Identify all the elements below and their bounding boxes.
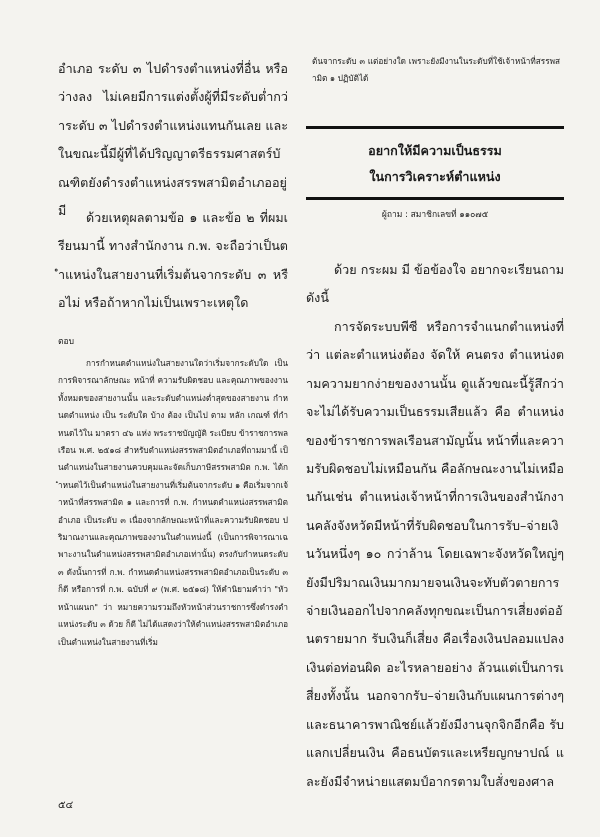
article-title-line-1: อยากให้มีความเป็นธรรม	[368, 143, 502, 158]
author-line: ผู้ถาม : สมาชิกเลขที่ ๑๑๐๗๕	[381, 210, 489, 220]
article-title-line-2: ในการวิเคราะห์ตำแหน่ง	[369, 169, 501, 184]
answer-label: ตอบ	[58, 337, 75, 347]
article-title	[306, 138, 564, 190]
title-rule-bottom	[306, 197, 564, 200]
title-rule-top	[306, 126, 564, 129]
left-paragraph-1: อำเภอ ระดับ ๓ ไปดำรงตำแหน่งที่อื่น หรือว่างลง ไม่เคยมีการแต่งตั้งผู้ที่มีระดับต่ำกว่าระดับ ๓ ไปดำรงตำแหน่งแทนกันเลย และในขณะนี้มีผู้ที่ได้ปริญญาตรีธรรมศาสตร์บัณฑิตยังดำรงตำแหน่งสรรพสามิตอำเภออยู่มี	[58, 61, 288, 219]
answer-text: การกำหนดตำแหน่งในสายงานใดว่าเริ่มจากระดับใด เป็นการพิจารณาลักษณะ หน้าที่ ความรับผิดชอบ และคุณภาพของงานทั้งหมดของสายงานนั้น และระดับตำแหน่งต่ำสุดของสายงาน กำหนดตำแหน่ง เป็น ระดับใด บ้าง ต้อง เป็นไป ตาม หลัก เกณฑ์ ที่กำหนดไว้ใน มาตรา ๔๖ แห่ง พระราชบัญญัติ ระเบียบ ข้าราชการพลเรือน พ.ศ. ๒๕๑๘ สำหรับตำแหน่งสรรพสามิตอำเภอที่ถามมานี้ เป็นตำแหน่งในสายงานควบคุมและจัดเก็บภาษีสรรพสามิต ก.พ. ได้กำหนดไว้เป็นตำแหน่งในสายงานที่เริ่มต้นจากระดับ ๑ คือเริ่มจากเจ้าหน้าที่สรรพสามิต ๑ และการที่ ก.พ. กำหนดตำแหน่งสรรพสามิตอำเภอ เป็นระดับ ๓ เนื่องจากลักษณะหน้าที่และความรับผิดชอบ ปริมาณงานและคุณภาพของงานในตำแหน่งนี้ (เป็นการพิจารณาเฉพาะงานในตำแหน่งสรรพสามิตอำเภอเท่านั้น) ตรงกับกำหนดระดับ ๓ ดังนั้นการที่ ก.พ. กำหนดตำแหน่งสรรพสามิตอำเภอเป็นระดับ ๓ ก็ดี หรือการที่ ก.พ. ฉบับที่ ๙ (พ.ศ. ๒๕๑๘) ให้คำนิยามคำว่า "หัวหน้าแผนก" ว่า หมายความรวมถึงหัวหน้าส่วนราชการซึ่งดำรงตำแหน่งระดับ ๓ ด้วย ก็ดี ไม่ได้แสดงว่าให้ตำแหน่งสรรพสามิตอำเภอ เป็นตำแหน่งในสายงานที่เริ่ม	[58, 358, 289, 647]
left-paragraph-2: ด้วยเหตุผลตามข้อ ๑ และข้อ ๒ ที่ผมเรียนมานี้ ทางสำนักงาน ก.พ. จะถือว่าเป็นตำแหน่งในสายงานที่เริ่มต้นจากระดับ ๓ หรือไม่ หรือถ้าหากไม่เป็นเพราะเหตุใด	[58, 210, 288, 311]
right-paragraph-1: ด้วย กระผม มี ข้อข้องใจ อยากจะเรียนถามดังนี้	[306, 262, 564, 306]
right-paragraph-2: การจัดระบบพีซี หรือการจำแนกตำแหน่งที่ว่า แต่ละตำแหน่งต้อง จัดให้ คนตรง ตำแหน่งตามความยากง่ายของงานนั้น ดูแล้วขณะนี้รู้สึกว่าจะไม่ได้รับความเป็นธรรมเสียแล้ว คือ ตำแหน่งของข้าราชการพลเรือนสามัญนั้น หน้าที่และความรับผิดชอบไม่เหมือนกัน คือลักษณะงานไม่เหมือนกันเช่น ตำแหน่งเจ้าหน้าที่การเงินของสำนักงานคลังจังหวัดมีหน้าที่รับผิดชอบในการรับ–จ่ายเงินวันหนึ่งๆ ๑๐ กว่าล้าน โดยเฉพาะจังหวัดใหญ่ๆ ยังมีปริมาณเงินมากมายจนเงินจะทับตัวตายการจ่ายเงินออกไปจากคลังทุกขณะเป็นการเสี่ยงต่ออันตรายมาก รับเงินก็เสี่ยง คือเรื่องเงินปลอมแปลง เงินต่อท่อนผิด อะไรหลายอย่าง ล้วนแต่เป็นการเสี่ยงทั้งนั้น นอกจากรับ–จ่ายเงินกับแผนการต่างๆ และธนาคารพาณิชย์แล้วยังมีงานจุกจิกอีกคือ รับแลกเปลี่ยนเงิน คือธนบัตรและเหรียญกษาปณ์ และยังมีจำหน่ายแสตมป์อากรตามใบสั่งของศาล	[306, 319, 564, 789]
right-top-text: ต้นจากระดับ ๓ แต่อย่างใด เพราะยังมีงานในระดับที่ใช้เจ้าหน้าที่สรรพสามิต ๑ ปฏิบัติได้	[312, 56, 560, 84]
page-number: ๕๔	[58, 800, 74, 811]
